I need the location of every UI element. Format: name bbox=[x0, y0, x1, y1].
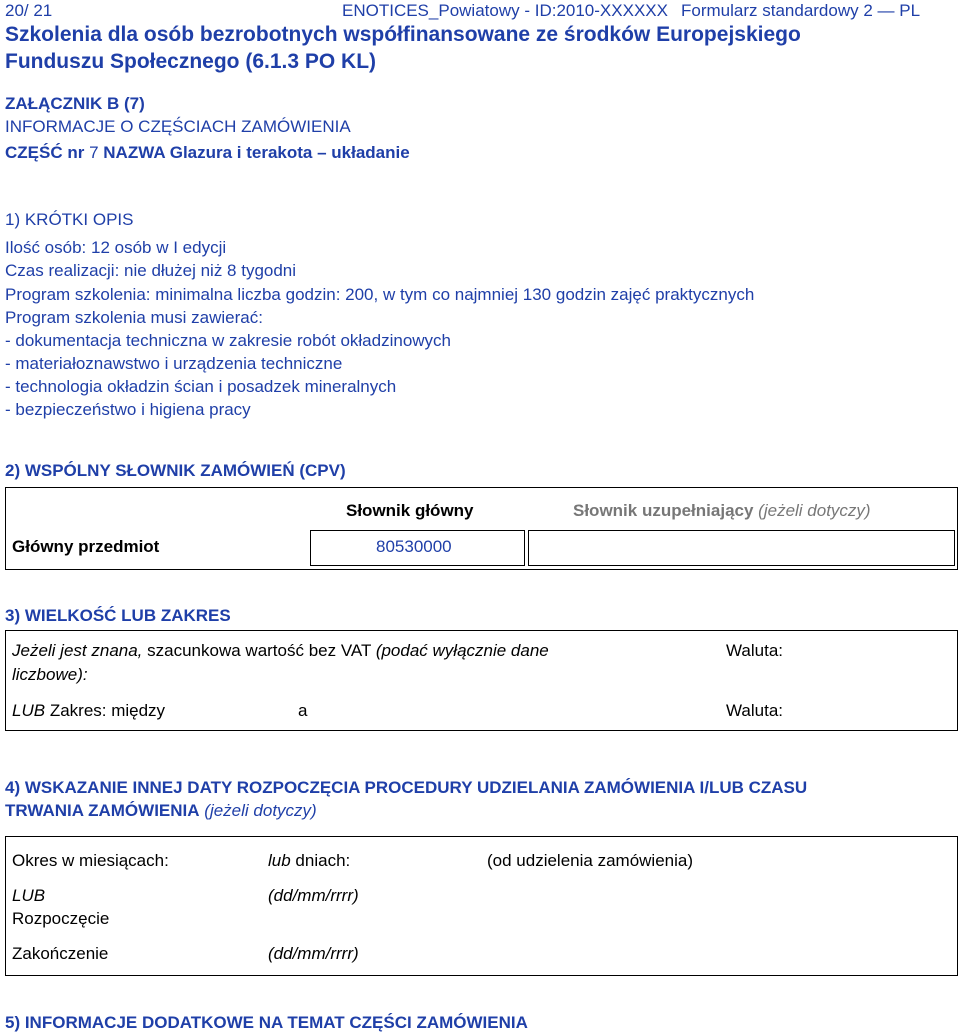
part-line bbox=[5, 143, 410, 163]
document-title-line2: Funduszu Społecznego (6.1.3 PO KL) bbox=[5, 50, 377, 73]
form-type: Formularz standardowy 2 — PL bbox=[681, 1, 921, 20]
currency-label-2: Waluta: bbox=[726, 701, 784, 720]
value-known-italic: Jeżeli jest znana, bbox=[12, 641, 143, 660]
range-line bbox=[12, 701, 165, 721]
section4-heading-text: TRWANIA ZAMÓWIENIA bbox=[5, 801, 200, 820]
start-lub: LUB bbox=[12, 886, 46, 905]
cpv-supplementary-cell bbox=[528, 530, 955, 566]
cpv-main-header: Słownik główny bbox=[346, 501, 474, 520]
end-date-format: (dd/mm/rrrr) bbox=[268, 944, 359, 963]
section1-line: - materiałoznawstwo i urządzenia techniczne bbox=[5, 354, 343, 373]
range-and: a bbox=[298, 701, 308, 720]
document-id: ENOTICES_Powiatowy - ID:2010-XXXXXX bbox=[342, 1, 668, 20]
section1-line: - technologia okładzin ścian i posadzek mineralnych bbox=[5, 377, 397, 396]
annex-heading: ZAŁĄCZNIK B (7) bbox=[5, 94, 145, 113]
section5-heading: 5) INFORMACJE DODATKOWE NA TEMAT CZĘŚCI ZAMÓWIENIA bbox=[5, 1013, 528, 1032]
cpv-supplementary-header bbox=[573, 501, 871, 521]
section4-heading-line2 bbox=[5, 801, 317, 821]
start-date-format: (dd/mm/rrrr) bbox=[268, 886, 359, 905]
document-title-line1: Szkolenia dla osób bezrobotnych współfinansowane ze środków Europejskiego bbox=[5, 23, 801, 46]
section1-line: Ilość osób: 12 osób w I edycji bbox=[5, 238, 227, 257]
range-label: Zakres: między bbox=[49, 701, 166, 720]
section1-line: - bezpieczeństwo i higiena pracy bbox=[5, 400, 251, 419]
cpv-supplementary-label: Słownik uzupełniający bbox=[573, 501, 754, 520]
part-prefix: CZĘŚĆ nr bbox=[5, 143, 85, 162]
value-known-text: szacunkowa wartość bez VAT bbox=[147, 641, 372, 660]
days-line bbox=[268, 851, 350, 871]
value-known-note-cont: liczbowe): bbox=[12, 665, 88, 684]
section3-heading: 3) WIELKOŚĆ LUB ZAKRES bbox=[5, 606, 231, 625]
cpv-main-code: 80530000 bbox=[376, 537, 452, 556]
section2-heading: 2) WSPÓLNY SŁOWNIK ZAMÓWIEŃ (CPV) bbox=[5, 461, 346, 480]
value-estimate-line bbox=[12, 641, 549, 661]
part-name-value: Glazura i terakota – układanie bbox=[169, 143, 410, 162]
annex-subheading: INFORMACJE O CZĘŚCIACH ZAMÓWIENIA bbox=[5, 117, 351, 136]
section1-heading: 1) KRÓTKI OPIS bbox=[5, 210, 134, 229]
section4-heading-line1: 4) WSKAZANIE INNEJ DATY ROZPOCZĘCIA PROCEDURY UDZIELANIA ZAMÓWIENIA I/LUB CZASU bbox=[5, 778, 808, 797]
days-lub: lub bbox=[268, 851, 291, 870]
part-number: 7 bbox=[89, 143, 99, 162]
end-label: Zakończenie bbox=[12, 944, 109, 963]
months-label: Okres w miesiącach: bbox=[12, 851, 169, 870]
section1-line: Program szkolenia: minimalna liczba godzin: 200, w tym co najmniej 130 godzin zajęć praktycznych bbox=[5, 285, 755, 304]
section1-line: Czas realizacji: nie dłużej niż 8 tygodni bbox=[5, 261, 297, 280]
page-number: 20/ 21 bbox=[5, 1, 53, 20]
start-label: Rozpoczęcie bbox=[12, 909, 110, 928]
cpv-row-label: Główny przedmiot bbox=[12, 537, 160, 556]
section1-line: - dokumentacja techniczna w zakresie robót okładzinowych bbox=[5, 331, 452, 350]
currency-label-1: Waluta: bbox=[726, 641, 784, 660]
section4-heading-note: (jeżeli dotyczy) bbox=[204, 801, 317, 820]
section1-line: Program szkolenia musi zawierać: bbox=[5, 308, 263, 327]
days-label: dniach: bbox=[295, 851, 351, 870]
range-lub: LUB bbox=[12, 701, 46, 720]
value-known-note: (podać wyłącznie dane bbox=[375, 641, 549, 660]
from-award-note: (od udzielenia zamówienia) bbox=[487, 851, 694, 870]
cpv-supplementary-note: (jeżeli dotyczy) bbox=[758, 501, 871, 520]
part-name-label: NAZWA bbox=[103, 143, 165, 162]
